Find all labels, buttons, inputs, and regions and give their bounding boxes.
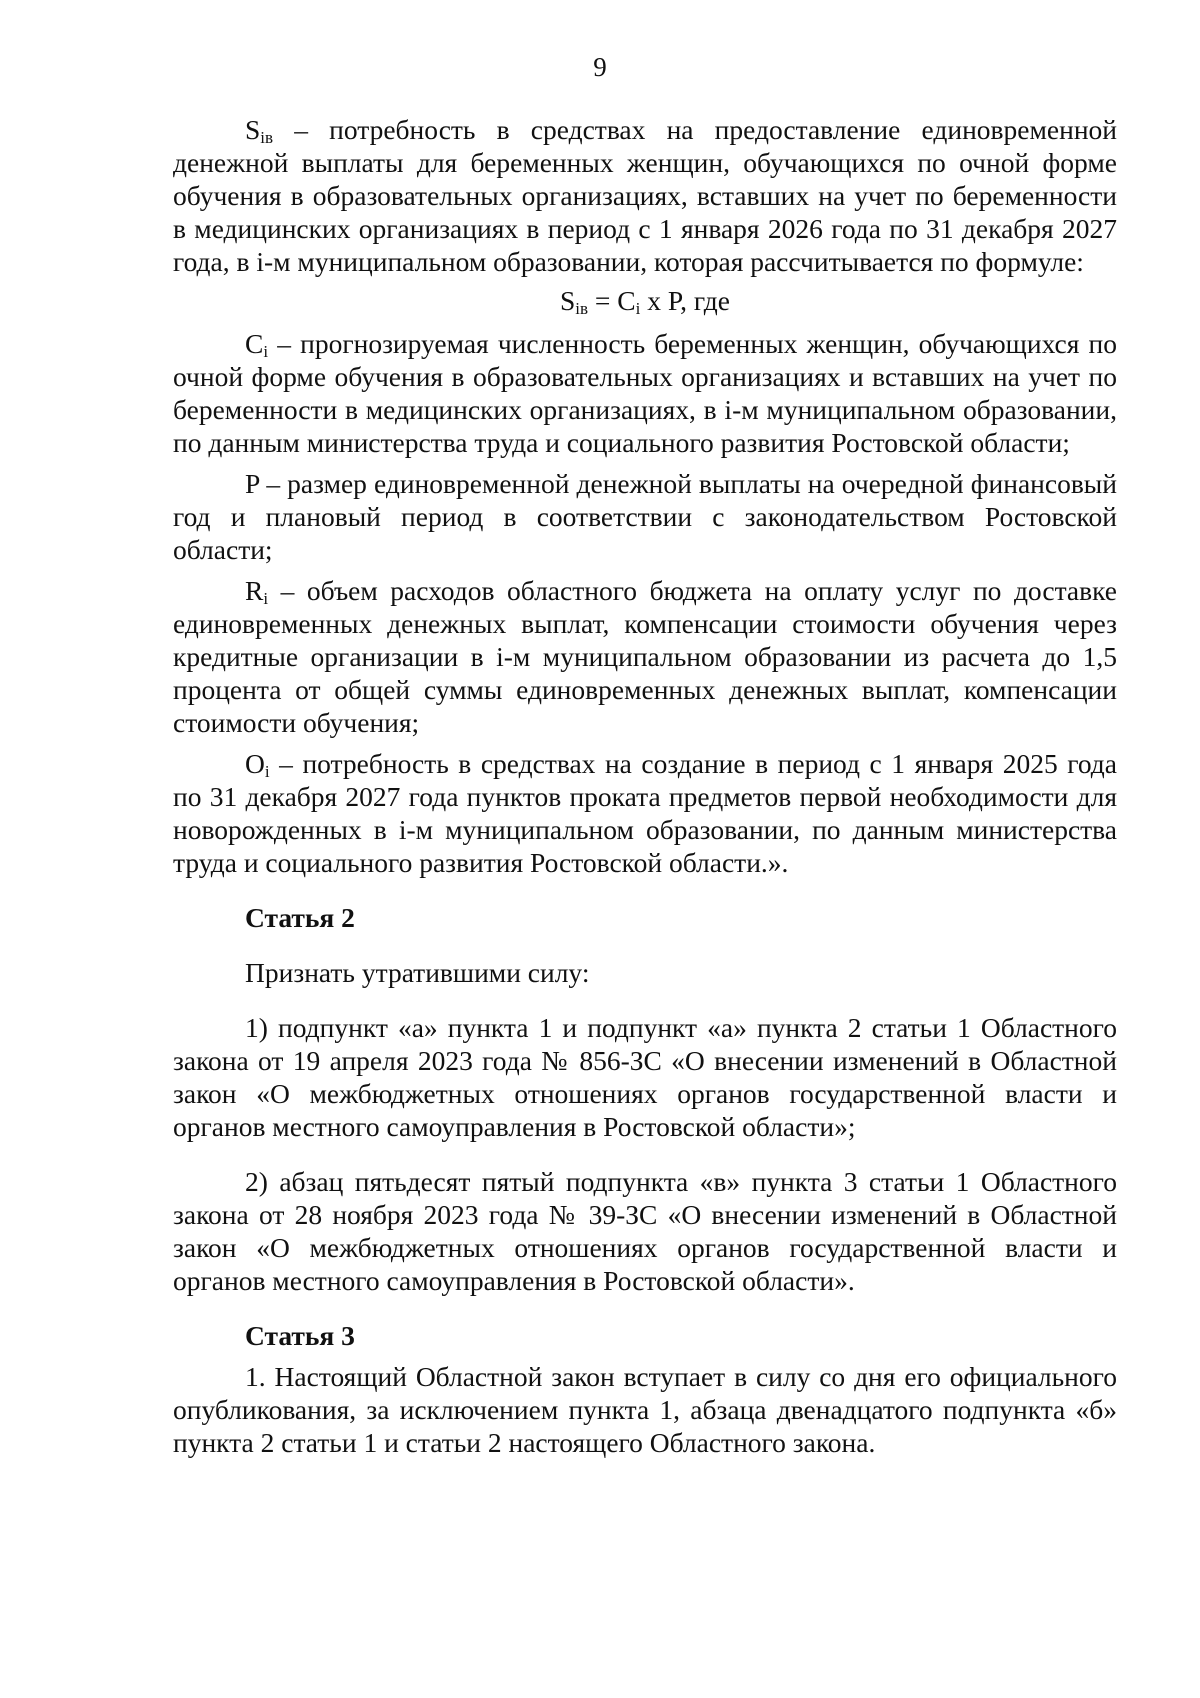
article-3-item-1: 1. Настоящий Областной закон вступает в силу со дня его официального опубликования, за исключением пункта 1, абзаца двенадцатого подпункта «б» пункта 2 статьи 1 и статьи 2 настоящего Областного закона. xyxy=(173,1361,1117,1458)
article-2-intro: Признать утратившими силу: xyxy=(245,957,590,988)
paragraph-o-definition xyxy=(173,747,1117,879)
symbol-o: O xyxy=(245,748,265,779)
paragraph-s-definition xyxy=(173,113,1117,278)
symbol-r: R xyxy=(245,575,264,606)
formula-rhs: x P, где xyxy=(640,285,730,316)
paragraph-r-definition xyxy=(173,574,1117,739)
article-2-item-2: 2) абзац пятьдесят пятый подпункта «в» пункта 3 статьи 1 Областного закона от 28 ноября 2023 года № 39-ЗС «О внесении изменений в Областной закон «О межбюджетных отношениях органов государственной власти и органов местного самоуправления в Ростовской области». xyxy=(173,1166,1117,1296)
page-number: 9 xyxy=(593,52,607,82)
symbol-s: S xyxy=(245,114,261,145)
symbol-c-subscript: i xyxy=(263,342,269,361)
formula-lhs-subscript: iв xyxy=(575,299,589,318)
paragraph-p-definition: P – размер единовременной денежной выплаты на очередной финансовый год и плановый период в соответствии с законодательством Ростовской области; xyxy=(173,468,1117,565)
article-2-item-1: 1) подпункт «а» пункта 1 и подпункт «а» пункта 2 статьи 1 Областного закона от 19 апреля 2023 года № 856-ЗС «О внесении изменений в Областной закон «О межбюджетных отношениях органов государственной власти и органов местного самоуправления в Ростовской области»; xyxy=(173,1012,1117,1142)
formula-mid-subscript: i xyxy=(635,299,641,318)
paragraph-c-definition xyxy=(173,327,1117,459)
paragraph-o-text: – потребность в средствах на создание в период с 1 января 2025 года по 31 декабря 2027 года пунктов проката предметов первой необходимости для новорожденных в i-м муниципальном образовании, по данным министерства труда и социального развития Ростовской области.». xyxy=(173,748,1117,878)
symbol-r-subscript: i xyxy=(263,589,269,608)
article-2-heading: Статья 2 xyxy=(245,902,355,933)
paragraph-s-text: – потребность в средствах на предоставление единовременной денежной выплаты для беременных женщин, обучающихся по очной форме обучения в образовательных организациях, вставших на учет по беременности в медицинских организациях в период с 1 января 2026 года по 31 декабря 2027 года, в i-м муниципальном образовании, которая рассчитывается по формуле: xyxy=(173,114,1117,277)
paragraph-r-text: – объем расходов областного бюджета на оплату услуг по доставке единовременных денежных выплат, компенсации стоимости обучения через кредитные организации в i-м муниципальном образовании из расчета до 1,5 процента от общей суммы единовременных денежных выплат, компенсации стоимости обучения; xyxy=(173,575,1117,738)
formula xyxy=(173,284,1117,317)
symbol-o-subscript: i xyxy=(264,762,270,781)
document-body xyxy=(173,113,1117,1459)
paragraph-c-text: – прогнозируемая численность беременных женщин, обучающихся по очной форме обучения в образовательных организациях и вставших на учет по беременности в медицинских организациях, в i-м муниципальном образовании, по данным министерства труда и социального развития Ростовской области; xyxy=(173,328,1117,458)
formula-mid: = C xyxy=(588,285,636,316)
symbol-c: C xyxy=(245,328,264,359)
formula-lhs: S xyxy=(560,285,576,316)
symbol-s-subscript: iв xyxy=(260,128,274,147)
article-3-heading: Статья 3 xyxy=(245,1320,355,1351)
